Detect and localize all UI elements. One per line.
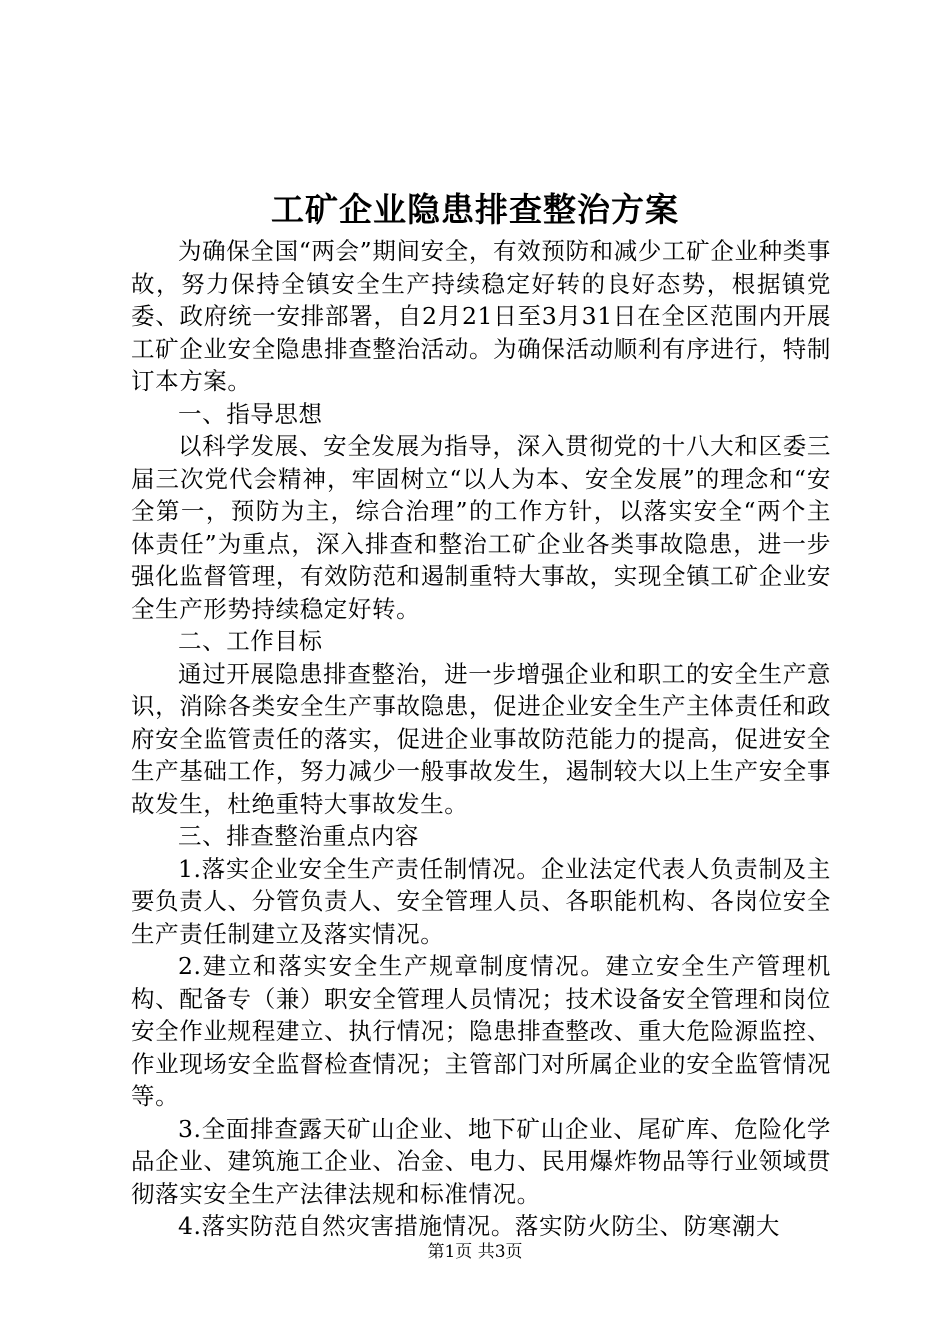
intro-paragraph: 为确保全国“两会”期间安全，有效预防和减少工矿企业种类事故，努力保持全镇安全生产持续稳定好转的良好态势，根据镇党委、政府统一安排部署，自2月21日至3月31日在全区范围内开展工矿企业安全隐患排查整治活动。为确保活动顺利有序进行，特制订本方案。 bbox=[131, 237, 831, 395]
guiding-ideology-paragraph: 以科学发展、安全发展为指导，深入贯彻党的十八大和区委三届三次党代会精神，牢固树立“以人为本、安全发展”的理念和“安全第一，预防为主，综合治理”的工作方针，以落实安全“两个主体责任”为重点，深入排查和整治工矿企业各类事故隐患，进一步强化监督管理，有效防范和遏制重特大事故，实现全镇工矿企业安全生产形势持续稳定好转。 bbox=[131, 432, 831, 623]
document-body bbox=[131, 235, 831, 1243]
section-heading-work-goals: 二、工作目标 bbox=[178, 627, 323, 655]
page-number-footer: 第1页 共3页 bbox=[427, 1242, 523, 1262]
key-content-item-3: 3.全面排查露天矿山企业、地下矿山企业、尾矿库、危险化学品企业、建筑施工企业、冶金、电力、民用爆炸物品等行业领域贯彻落实安全生产法律法规和标准情况。 bbox=[131, 1114, 831, 1208]
key-content-item-2: 2.建立和落实安全生产规章制度情况。建立安全生产管理机构、配备专（兼）职安全管理人员情况；技术设备安全管理和岗位安全作业规程建立、执行情况；隐患排查整改、重大危险源监控、作业现场安全监督检查情况；主管部门对所属企业的安全监管情况等。 bbox=[131, 952, 831, 1110]
key-content-item-4: 4.落实防范自然灾害措施情况。落实防火防尘、防寒潮大 bbox=[178, 1212, 781, 1240]
section-heading-key-content: 三、排查整治重点内容 bbox=[178, 822, 419, 850]
section-heading-guiding-ideology: 一、指导思想 bbox=[178, 399, 323, 428]
page-title: 工矿企业隐患排查整治方案 bbox=[271, 190, 679, 229]
work-goals-paragraph: 通过开展隐患排查整治，进一步增强企业和职工的安全生产意识，消除各类安全生产事故隐患，促进企业安全生产主体责任和政府安全监管责任的落实，促进企业事故防范能力的提高，促进安全生产基础工作，努力减少一般事故发生，遏制较大以上生产安全事故发生，杜绝重特大事故发生。 bbox=[131, 659, 831, 818]
key-content-item-1: 1.落实企业安全生产责任制情况。企业法定代表人负责制及主要负责人、分管负责人、安全管理人员、各职能机构、各岗位安全生产责任制建立及落实情况。 bbox=[131, 854, 831, 948]
